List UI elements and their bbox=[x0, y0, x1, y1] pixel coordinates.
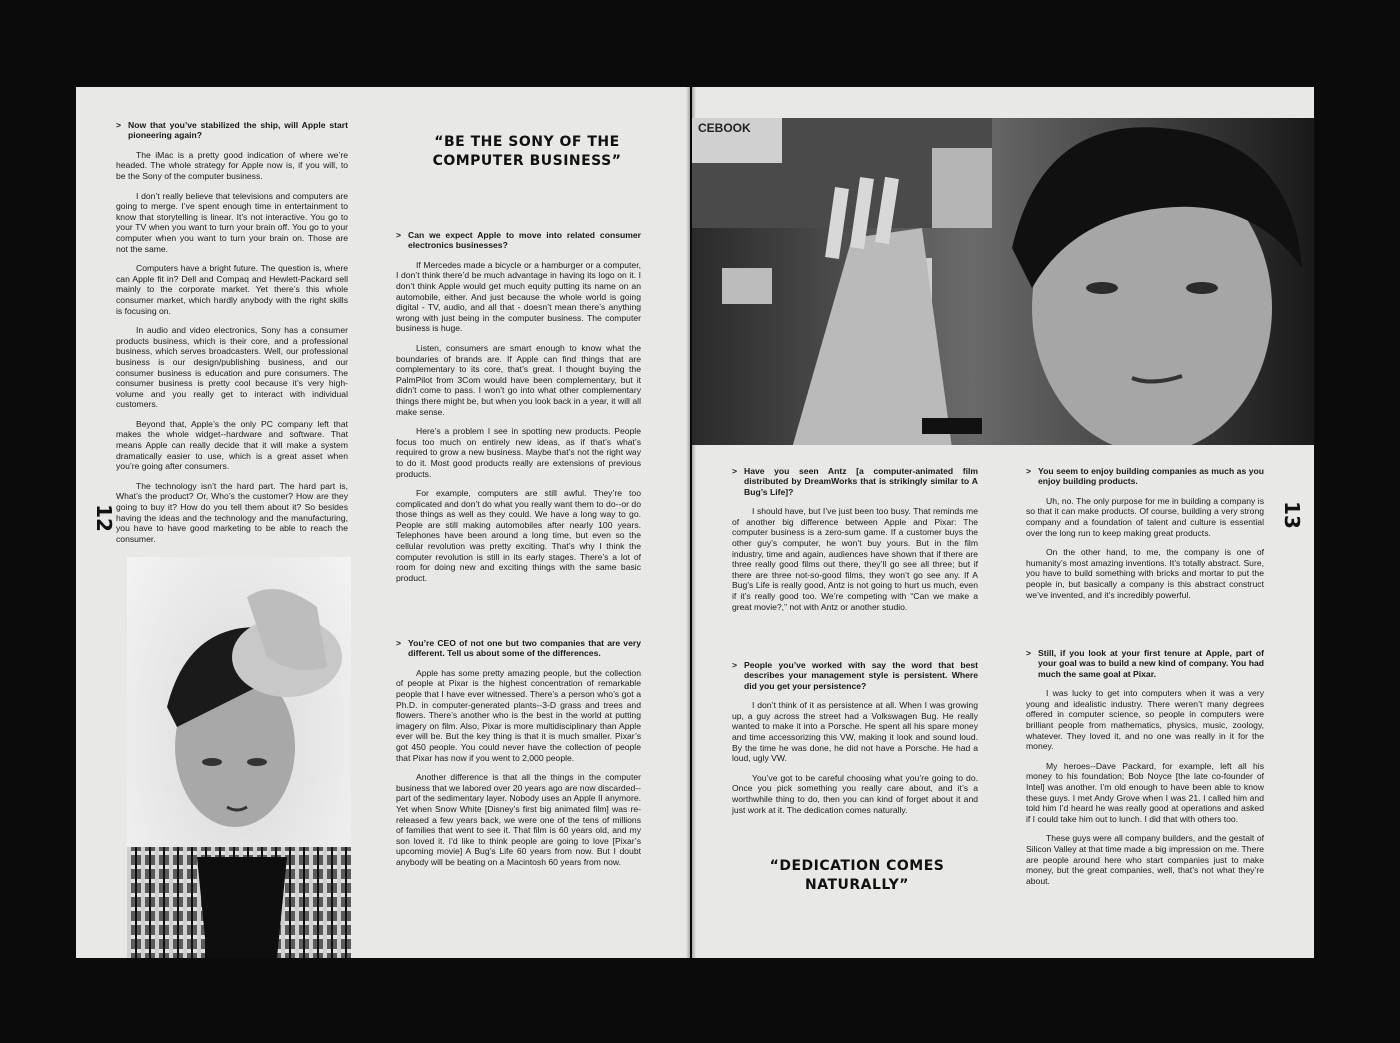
answer-paragraph: The technology isn’t the hard part. The hard part is, What’s the product? Or, Who’s the customer? How are they going to buy it? How do you tell them about it? So besides having the ideas and the technology and the manufacturing, you have to have good marketing to be able to reach the consumer. bbox=[116, 480, 348, 544]
answer-paragraph: Listen, consumers are smart enough to know what the boundaries of brands are. If Apple can find things that are complementary to its core, that’s great. I thought buying the PalmPilot from 3Com would have been complementary, but it didn’t come to pass. I won’t go into what other complementary things there might be, but when you look back in a year, it will all make sense. bbox=[396, 342, 641, 417]
interview-question: > People you’ve worked with say the word that best describes your management style is persistent. Where did you get your persistence? bbox=[732, 660, 978, 691]
right-column-1 bbox=[732, 466, 978, 621]
left-column-2 bbox=[396, 230, 641, 592]
answer-paragraph: I should have, but I’ve just been too busy. That reminds me of another big difference between Apple and Pixar: The computer business is a zero-sum game. If a customer buys the other guy’s computer, he won’t buy yours. But in the film industry, time and again, audiences have shown that if there are three really good films out there, they’ll go see all three; but if there are three not-so-good films, they won’t go see any. If A Bug’s Life is really good, Antz is not going to hurt us much, even if it’s really good too. We’re competing with “Can we make a great movie?,” not with Antz or another studio. bbox=[732, 506, 978, 612]
answer-paragraph: Beyond that, Apple’s the only PC company left that makes the whole widget--hardware and software. That means Apple can really decide that it will make a system dramatically easier to use, which is a great asset when you’re going after consumers. bbox=[116, 418, 348, 472]
pullquote-dedication: “DEDICATION COMES NATURALLY” bbox=[769, 858, 945, 893]
answer-paragraph: Uh, no. The only purpose for me in building a company is so that it can make products. Of course, building a very strong company and a foundation of talent and culture is essential over the long run to keep making great products. bbox=[1026, 495, 1264, 538]
pullquote-sony: “BE THE SONY OF THE COMPUTER BUSINESS” bbox=[432, 134, 622, 169]
answer-paragraph: In audio and video electronics, Sony has a consumer products business, which is their core, and a professional business, which serves broadcasters. Well, our professional business is our design/publishing business, and our consumer business is education and pure consumers. The consumer business is pretty cool because it’s very high-volume and you really get to interact with individual customers. bbox=[116, 325, 348, 410]
answer-paragraph: I was lucky to get into computers when it was a very young and idealistic industry. There weren’t many degrees offered in computer science, so people in computers were brilliant people from mathematics, physics, music, zoology, whatever. They loved it, and no one was really in it for the money. bbox=[1026, 688, 1264, 752]
portrait-photo-left bbox=[127, 557, 351, 958]
answer-paragraph: On the other hand, to me, the company is one of humanity’s most amazing inventions. It’s totally abstract. Sure, you have to build something with bricks and mortar to put the people in, but basically a company is this abstract construct we’ve invented, and it’s incredibly powerful. bbox=[1026, 547, 1264, 600]
page-number-left: 12 bbox=[91, 504, 116, 532]
left-column-1 bbox=[116, 120, 348, 553]
answer-paragraph: If Mercedes made a bicycle or a hamburger or a computer, I don’t think there’d be much advantage in having its logo on it. I don’t think Apple would get much equity putting its name on an automobile, either. And just because the whole world is going digital - TV, audio, and all that - doesn’t mean there’s anything wrong with just being in the computer business. The computer business is huge. bbox=[396, 259, 641, 334]
answer-paragraph: These guys were all company builders, and the gestalt of Silicon Valley at that time made a big impression on me. There are people around here who start companies just to make money, but the great companies, well, that’s not what they’re about. bbox=[1026, 833, 1264, 886]
left-column-2-lower bbox=[396, 638, 641, 877]
right-column-1-lower bbox=[732, 660, 978, 824]
answer-paragraph: Another difference is that all the things in the computer business that we labored over 20 years ago are now discarded--part of the sedimentary layer. Nobody uses an Apple II anymore. Yet when Snow White [Disney’s first big animated film] was re-released a few years back, we were one of the tens of millions of families that went to see it. That film is 60 years old, and my son loved it. I’d like to think people are going to love [Pixar’s upcoming movie] A Bug’s Life 60 years from now. But I doubt anybody will be beating on a Macintosh 60 years from now. bbox=[396, 772, 641, 867]
answer-paragraph: You’ve got to be careful choosing what you’re going to do. Once you pick something you really care about, and it’s a worthwhile thing to do, then you can kind of forget about it and just work at it. The dedication comes naturally. bbox=[732, 772, 978, 815]
answer-paragraph: I don’t really believe that televisions and computers are going to merge. I’ve spent enough time in entertainment to know that storytelling is linear. It’s not interactive. You go to your TV when you want to turn your brain off. You go to your computer when you want to turn your brain on. Those are not the same. bbox=[116, 190, 348, 254]
page-number-right: 13 bbox=[1279, 501, 1304, 529]
interview-question: > Now that you’ve stabilized the ship, will Apple start pioneering again? bbox=[116, 120, 348, 141]
interview-question: > You’re CEO of not one but two companies that are very different. Tell us about some of the differences. bbox=[396, 638, 641, 659]
photo-sign-text: CEBOOK bbox=[698, 121, 751, 135]
answer-paragraph: Here’s a problem I see in spotting new products. People focus too much on entirely new ideas, as if that’s what’s required to grow a new business. Maybe that’s not the right way to do it. Most good products really are extensions of previous products. bbox=[396, 426, 641, 479]
answer-paragraph: Computers have a bright future. The question is, where can Apple fit in? Dell and Compaq and Hewlett-Packard sell mainly to the corporate market. Yet there’s this whole consumer market, which hardly anybody with the right skills is focusing on. bbox=[116, 263, 348, 316]
answer-paragraph: My heroes--Dave Packard, for example, left all his money to his foundation; Bob Noyce [the late co-founder of Intel] was another. I’m old enough to have been able to know these guys. I met Andy Grove when I was 21. I called him and told him I’d heard he was really good at operations and asked if I could take him out to lunch. I did that with others too. bbox=[1026, 760, 1264, 824]
answer-paragraph: Apple has some pretty amazing people, but the collection of people at Pixar is the highest concentration of remarkable people that I have ever witnessed. There’s a person who’s got a Ph.D. in computer-generated plants--3-D grass and trees and flowers. There’s another who is the best in the world at putting imagery on film. Also, Pixar is more multidisciplinary than Apple ever will be. But the key thing is that it is much smaller. Pixar’s got 450 people. You could never have the collection of people that Pixar has now if you went to 2,000 people. bbox=[396, 667, 641, 763]
right-column-2-lower bbox=[1026, 648, 1264, 895]
answer-paragraph: For example, computers are still awful. They’re too complicated and don’t do what you really want them to do--or do those things as well as they could. We have a long way to go. People are still making automobiles after nearly 100 years. Telephones have been around a long time, but even so the cellular revolution was pretty exciting. That’s why I think the computer revolution is still in its early stages. There’s a lot of room for doing new and exciting things with the same basic product. bbox=[396, 488, 641, 583]
answer-paragraph: I don’t think of it as persistence at all. When I was growing up, a guy across the street had a Volkswagen Bug. He really wanted to make it into a Porsche. He spent all his spare money and time accessorizing this VW, making it look and sound loud. By the time he was done, he did not have a Porsche. He had a loud, ugly VW. bbox=[732, 700, 978, 764]
answer-paragraph: The iMac is a pretty good indication of where we’re headed. The whole strategy for Apple now is, if you will, to be the Sony of the computer business. bbox=[116, 149, 348, 181]
interview-question: > You seem to enjoy building companies as much as you enjoy building products. bbox=[1026, 466, 1264, 487]
interview-question: > Still, if you look at your first tenure at Apple, part of your goal was to build a new kind of company. You had much the same goal at Pixar. bbox=[1026, 648, 1264, 679]
interview-question: > Can we expect Apple to move into related consumer electronics businesses? bbox=[396, 230, 641, 251]
right-column-2 bbox=[1026, 466, 1264, 609]
portrait-photo-right bbox=[692, 118, 1314, 445]
interview-question: > Have you seen Antz [a computer-animated film distributed by DreamWorks that is strikingly similar to A Bug’s Life]? bbox=[732, 466, 978, 497]
